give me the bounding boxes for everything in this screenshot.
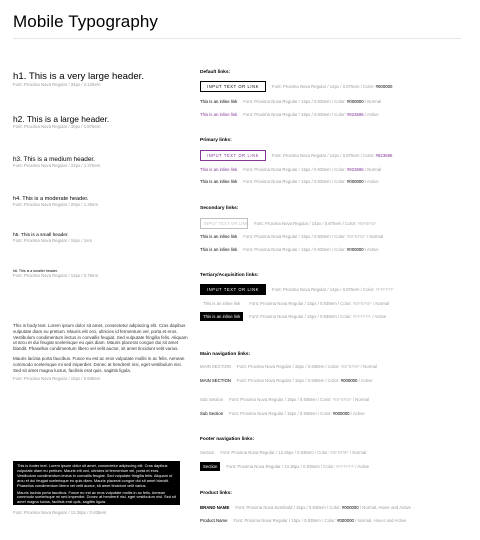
primary-active-color: #000000 <box>346 179 364 184</box>
product-links-label: Product links: <box>200 491 232 496</box>
mainnav-r3-meta: Font: Proxima Nova Regular / 15px / 0.938em / Color: <box>229 397 333 402</box>
h3-meta: Font: Proxima Nova Regular / 22px / 1.375em <box>13 163 101 168</box>
mainnav-r4-meta: Font: Proxima Nova Regular / 15px / 0.938em / Color: <box>229 411 333 416</box>
secondary-normal-row <box>200 234 383 239</box>
h4-meta: Font: Proxima Nova Regular / 20px / 1.25em <box>13 202 99 207</box>
h6-sample <box>13 269 98 278</box>
primary-normal-meta: Font: Proxima Nova Regular / 15px / 0.938em / Color: <box>243 167 347 172</box>
secondary-active-color: #000000 <box>346 247 364 252</box>
h3-sample <box>13 156 100 168</box>
footernav-row-1 <box>200 450 366 455</box>
tertiary-active-meta: Font: Proxima Nova Regular / 15px / 0.938em / Color: <box>249 314 353 319</box>
primary-normal-link[interactable]: This is an inline link <box>200 167 238 172</box>
tertiary-active-row <box>200 312 386 321</box>
mainnav-sub-active[interactable]: Sub Section <box>200 411 224 416</box>
footernav-section-active[interactable]: Section <box>200 462 220 471</box>
h5-sample <box>13 233 92 243</box>
title-divider <box>13 38 461 39</box>
primary-button-meta: Font: Proxima Nova Regular / 14px / 0.875em / Color: <box>272 153 376 158</box>
footer-paragraph-2: Mauris lacinia porta faucibus. Fusce eu est ac eros vulputate mollis in ac felis. Aenean commodo scelerisque mi sed imperdiet. Donec at hendrerit nisi, eget vestibulum nisi. Sed sit amet magna luctus, facilisis erat quis, sagittis ligula. <box>17 489 176 505</box>
tertiary-active-color: #FFFFFF <box>352 314 372 319</box>
mainnav-r4-color: #000000 <box>332 411 350 416</box>
mainnav-r2-state: / Active <box>357 378 373 383</box>
h2-sample <box>13 114 109 129</box>
secondary-button-meta: Font: Proxima Nova Regular / 14px / 0.875em / Color: <box>254 221 358 226</box>
h1-text: h1. This is a very large header. <box>13 71 145 82</box>
mainnav-r3-state: / Normal <box>351 397 370 402</box>
secondary-normal-color: #BFBFBF <box>346 234 366 239</box>
h6-meta: Font: Proxima Nova Regular / 12px / 0.75em <box>13 273 99 278</box>
primary-normal-color: #823696 <box>346 167 364 172</box>
body-text-sample <box>13 323 188 381</box>
footernav-r1-color: #BFBFBF <box>329 450 349 455</box>
product-product-name[interactable]: Product Name <box>200 518 228 523</box>
default-active-row <box>200 112 379 117</box>
h1-sample <box>13 71 144 87</box>
default-active-link[interactable]: This is an inline link <box>200 112 238 117</box>
mainnav-row-1 <box>200 364 377 369</box>
primary-links-label: Primary links: <box>200 138 232 143</box>
footernav-row-2 <box>200 462 369 471</box>
tertiary-button[interactable]: INPUT TEXT OR LINK <box>200 284 266 295</box>
mainnav-r2-meta: Font: Proxima Nova Regular / 15px / 0.938em / Color: <box>237 378 341 383</box>
primary-button[interactable]: INPUT TEXT OR LINK <box>200 150 266 161</box>
tertiary-button-color: #FFFFFF <box>375 287 394 292</box>
secondary-active-meta: Font: Proxima Nova Regular / 15px / 0.938em / Color: <box>243 247 347 252</box>
h3-text: h3. This is a medium header. <box>13 156 95 163</box>
product-r2-color: #000000 <box>337 518 354 523</box>
default-normal-state: / Normal <box>363 99 382 104</box>
h4-text: h4. This is a moderate header. <box>13 196 89 202</box>
default-active-meta: Font: Proxima Nova Regular / 15px / 0.938em / Color: <box>243 112 347 117</box>
product-r1-state: / Normal, Hover and Active <box>358 505 411 510</box>
secondary-normal-meta: Font: Proxima Nova Regular / 15px / 0.938em / Color: <box>243 234 347 239</box>
product-row-2 <box>200 518 406 523</box>
default-button-meta: Font: Proxima Nova Regular / 14px / 0.875em / Color: <box>272 84 376 89</box>
primary-active-meta: Font: Proxima Nova Regular / 15px / 0.938em / Color: <box>243 179 347 184</box>
primary-active-state: / Active <box>363 179 379 184</box>
h6-text: h6. This is a smaller header. <box>13 269 58 273</box>
footer-text-sample <box>13 461 180 505</box>
mainnav-row-2 <box>200 378 372 383</box>
secondary-links-label: Secondary links: <box>200 206 239 211</box>
product-r1-color: #000000 <box>341 505 359 510</box>
tertiary-button-row <box>200 284 394 295</box>
body-paragraph-2: Mauris lacinia porta faucibus. Fusce eu est ac eros vulputate mollis in ac felis. Aenean commodo scelerisque mi sed imperdiet. Donec at hendrerit nisi, eget vestibulum nisi. Sed sit amet magna luctus, facilisis erat quis, sagittis ligula. <box>13 355 185 373</box>
mainnav-links-label: Main navigation links: <box>200 352 251 357</box>
footernav-r1-meta: Font: Proxima Nova Regular / 13.36px / 0.835em / Color: <box>220 450 330 455</box>
mainnav-r1-state: / Normal <box>359 364 378 369</box>
product-r2-state: / Normal, Hover and Active <box>353 518 407 523</box>
tertiary-normal-meta: Font: Proxima Nova Regular / 15px / 0.938em / Color: <box>249 301 353 306</box>
secondary-active-row <box>200 247 379 252</box>
tertiary-normal-color: #BFBFBF <box>352 301 372 306</box>
footernav-r2-state: / Active <box>354 464 370 469</box>
mainnav-main-active[interactable]: MAIN SECTION <box>200 378 232 383</box>
secondary-active-state: / Active <box>363 247 379 252</box>
primary-normal-state: / Normal <box>363 167 382 172</box>
mainnav-row-3 <box>200 397 369 402</box>
secondary-button-color: #BFBFBF <box>357 221 377 226</box>
primary-button-color: #823696 <box>375 153 393 158</box>
default-button-color: #000000 <box>375 84 393 89</box>
mainnav-r3-color: #BFBFBF <box>332 397 352 402</box>
secondary-active-link[interactable]: This is an inline link <box>200 247 238 252</box>
footernav-r2-meta: Font: Proxima Nova Regular / 13.36px / 0.835em / Color: <box>226 464 336 469</box>
default-links-label: Default links: <box>200 70 231 75</box>
primary-normal-row <box>200 167 381 172</box>
primary-active-row <box>200 179 379 184</box>
product-row-1 <box>200 505 411 510</box>
default-button[interactable]: INPUT TEXT OR LINK <box>200 81 266 92</box>
tertiary-links-label: Tertiary/Acquisition links: <box>200 273 259 278</box>
tertiary-normal-link[interactable]: This is an inline link <box>203 301 241 306</box>
tertiary-normal-state: / Normal <box>371 301 390 306</box>
default-active-state: / Active <box>363 112 379 117</box>
footernav-section-normal[interactable]: Section <box>200 450 215 455</box>
footernav-r1-state: / Normal <box>348 450 367 455</box>
default-normal-row <box>200 99 381 104</box>
product-r1-meta: Font: Proxima Nova Semibold / 15px / 0.938em / Color: <box>235 505 342 510</box>
default-normal-color: #000000 <box>346 99 364 104</box>
secondary-button[interactable]: INPUT TEXT OR LINK <box>200 218 248 229</box>
primary-button-row <box>200 150 392 161</box>
mainnav-row-4 <box>200 411 365 416</box>
footer-meta: Font: Proxima Nova Regular / 13.36px / 0.835em <box>13 510 107 515</box>
h5-meta: Font: Proxima Nova Regular / 16px / 1em <box>13 238 93 243</box>
mainnav-r1-color: #BFBFBF <box>340 364 360 369</box>
h5-text: h5. This is a small header. <box>13 233 69 238</box>
h4-sample <box>13 196 98 207</box>
secondary-normal-state: / Normal <box>365 234 384 239</box>
mainnav-r4-state: / Active <box>349 411 365 416</box>
default-normal-meta: Font: Proxima Nova Regular / 15px / 0.938em / Color: <box>243 99 347 104</box>
tertiary-normal-row <box>200 301 389 306</box>
page-title: Mobile Typography <box>13 12 159 31</box>
tertiary-active-link[interactable]: This is an inline link <box>200 312 243 321</box>
product-brand-name[interactable]: BRAND NAME <box>200 505 230 510</box>
primary-active-link[interactable]: This is an inline link <box>200 179 238 184</box>
h2-meta: Font: Proxima Nova Regular / 30px / 1.875em <box>13 124 101 129</box>
secondary-normal-link[interactable]: This is an inline link <box>200 234 238 239</box>
mainnav-r2-color: #000000 <box>340 378 358 383</box>
body-paragraph-1: This is body text. Lorem ipsum dolor sit amet, consectetur adipiscing elit. Cras dapibus vulputate diam eu pretium. Mauris elit orci, ultricies id fermentum vel, porta et eros. Vestibulum condimentum lectus in convallis feugiat. Sed vulputate fringilla felis. Aliquam ut arcu et dui feugiat scelerisque eu quis diam. Mauris placerat congue dui sit amet blandit. Phasellus condimentum libero vel velit auctor, sit amet tincidunt velit varius. <box>13 323 188 352</box>
mainnav-r1-meta: Font: Proxima Nova Regular / 15px / 0.938em / Color: <box>237 364 341 369</box>
body-meta: Font: Proxima Nova Regular / 15px / 0.938em <box>13 376 101 382</box>
h1-meta: Font: Proxima Nova Regular / 34px / 2.125em <box>13 82 101 87</box>
tertiary-active-state: / Active <box>371 314 387 319</box>
tertiary-button-meta: Font: Proxima Nova Regular / 14px / 0.875em / Color: <box>272 287 376 292</box>
h2-text: h2. This is a large header. <box>13 114 110 124</box>
default-button-row <box>200 81 392 92</box>
default-normal-link[interactable]: This is an inline link <box>200 99 238 104</box>
secondary-button-row <box>200 218 377 229</box>
footer-paragraph-1: This is footer text. Lorem ipsum dolor sit amet, consectetur adipiscing elit. Cras dapibus vulputate diam eu pretium. Mauris elit orci, ultricies id fermentum vel, porta et eros. Vestibulum condimentum lectus in convallis feugiat. Sed vulputate fringilla felis. Aliquam ut arcu et dui feugiat scelerisque eu quis diam. Mauris placerat congue dui sit amet blandit. Phasellus condimentum libero vel velit auctor, sit amet tincidunt velit varius. <box>17 463 173 488</box>
mainnav-main-normal[interactable]: MAIN SECTION <box>200 364 232 369</box>
footernav-links-label: Footer navigation links: <box>200 437 255 442</box>
product-r2-meta: Font: Proxima Nova Regular / 15px / 0.938em / Color: <box>233 518 338 523</box>
default-active-color: #823696 <box>346 112 364 117</box>
footernav-r2-color: #FFFFFF <box>335 464 355 469</box>
mainnav-sub-normal[interactable]: Sub Section <box>200 397 224 402</box>
